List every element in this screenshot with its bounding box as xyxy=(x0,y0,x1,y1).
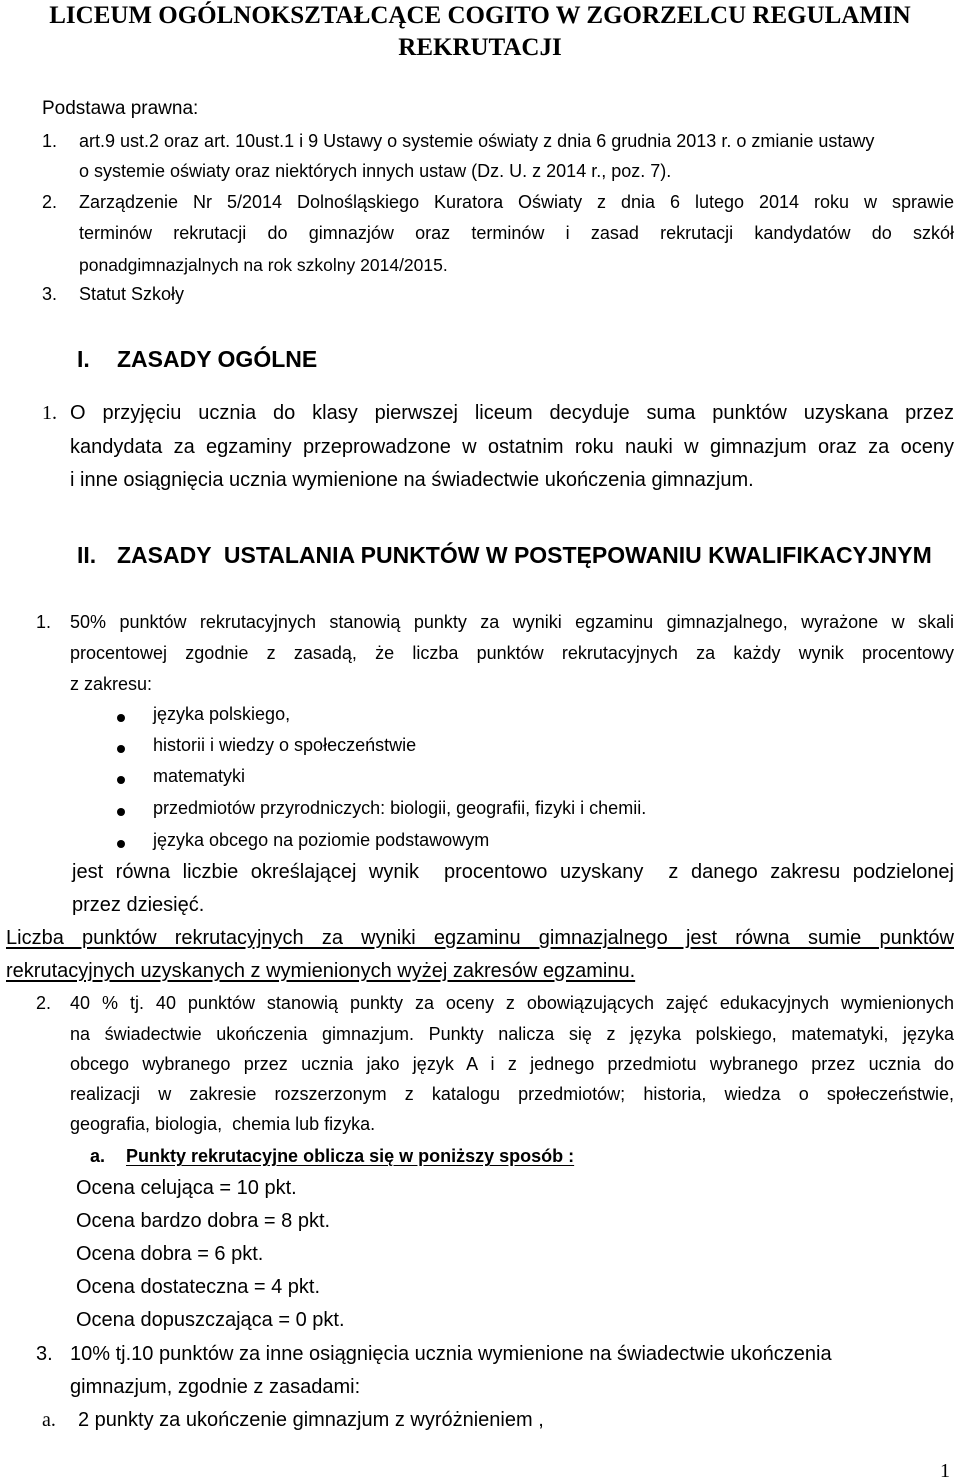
legal-item-3-number: 3. xyxy=(42,284,58,304)
grade-row: Ocena dopuszczająca = 0 pkt. xyxy=(76,1309,345,1331)
section-1-item-line1: O przyjęciu ucznia do klasy pierwszej liceum decyduje suma punktów uzyskana przez xyxy=(70,402,954,424)
section-2-item-2-line1: 40 % tj. 40 punktów stanowią punkty za oceny z obowiązujących zajęć edukacyjnych wymienionych xyxy=(70,993,954,1013)
page-number: 1 xyxy=(940,1460,950,1482)
bullet-item: matematyki xyxy=(153,766,246,786)
bullet-icon xyxy=(117,776,125,784)
section-2-item-3-sub-text: 2 punkty za ukończenie gimnazjum z wyróżnieniem , xyxy=(78,1409,544,1431)
section-1-item-number: 1. xyxy=(42,402,57,424)
section-2-item-2-line5: geografia, biologia, chemia lub fizyka. xyxy=(70,1114,376,1134)
section-2-sum-line2: rekrutacyjnych uzyskanych z wymienionych wyżej zakresów egzaminu. xyxy=(6,960,636,982)
section-2-item-1-number: 1. xyxy=(36,612,52,632)
section-2-item-2-number: 2. xyxy=(36,993,52,1013)
section-2-item-3-line1: 10% tj.10 punktów za inne osiągnięcia ucznia wymienione na świadectwie ukończenia xyxy=(70,1343,832,1365)
bullet-icon xyxy=(117,808,125,816)
legal-item-2-number: 2. xyxy=(42,192,58,212)
bullet-item: historii i wiedzy o społeczeństwie xyxy=(153,735,417,755)
document-title-line2: REKRUTACJI xyxy=(398,34,562,61)
bullet-icon xyxy=(117,840,125,848)
bullet-item: przedmiotów przyrodniczych: biologii, geografii, fizyki i chemii. xyxy=(153,798,647,818)
section-2-item-2-sub-heading: Punkty rekrutacyjne oblicza się w poniższy sposób : xyxy=(126,1146,575,1166)
section-2-item-3-line2: gimnazjum, zgodnie z zasadami: xyxy=(70,1376,361,1398)
section-2-sum-line1: Liczba punktów rekrutacyjnych za wyniki egzaminu gimnazjalnego jest równa sumie punktów xyxy=(6,927,954,949)
legal-item-1-line2: o systemie oświaty oraz niektórych innych ustaw (Dz. U. z 2014 r., poz. 7). xyxy=(79,161,672,181)
section-1-numeral: I. xyxy=(77,346,90,372)
section-2-item-2-sub-letter: a. xyxy=(90,1146,106,1166)
section-1-heading: ZASADY OGÓLNE xyxy=(117,346,318,372)
section-2-item-2-line2: na świadectwie ukończenia gimnazjum. Punkty nalicza się z języka polskiego, matematyki, języka xyxy=(70,1024,954,1044)
bullet-item: języka polskiego, xyxy=(153,704,291,724)
grade-row: Ocena celująca = 10 pkt. xyxy=(76,1177,297,1199)
section-2-heading: ZASADY USTALANIA PUNKTÓW W POSTĘPOWANIU KWALIFIKACYJNYM xyxy=(117,542,932,568)
legal-basis-heading: Podstawa prawna: xyxy=(42,98,199,119)
section-2-item-1-line3: z zakresu: xyxy=(70,674,153,694)
document-title-line1: LICEUM OGÓLNOKSZTAŁCĄCE COGITO W ZGORZELCU REGULAMIN xyxy=(49,2,911,29)
grade-row: Ocena dobra = 6 pkt. xyxy=(76,1243,264,1265)
bullet-icon xyxy=(117,745,125,753)
legal-item-2-line3: ponadgimnazjalnych na rok szkolny 2014/2015. xyxy=(79,255,448,275)
section-2-item-2-line3: obcego wybranego przez ucznia jako język A i z jednego przedmiotu wybranego przez ucznia do xyxy=(70,1054,954,1074)
bullet-item: języka obcego na poziomie podstawowym xyxy=(153,830,490,850)
section-2-item-1-tail2: przez dziesięć. xyxy=(72,894,205,916)
legal-item-1-number: 1. xyxy=(42,131,58,151)
section-1-item-line3: i inne osiągnięcia ucznia wymienione na świadectwie ukończenia gimnazjum. xyxy=(70,469,754,491)
grade-row: Ocena bardzo dobra = 8 pkt. xyxy=(76,1210,331,1232)
legal-item-3-line1: Statut Szkoły xyxy=(79,284,185,304)
section-2-item-1-tail1: jest równa liczbie określającej wynik procentowo uzyskany z danego zakresu podzielonej xyxy=(72,861,954,883)
section-2-item-3-number: 3. xyxy=(36,1343,53,1365)
bullet-icon xyxy=(117,714,125,722)
section-1-item-line2: kandydata za egzaminy przeprowadzone w ostatnim roku nauki w gimnazjum oraz za oceny xyxy=(70,436,954,458)
section-2-item-3-sub-letter: a. xyxy=(42,1409,56,1431)
legal-item-1-line1: art.9 ust.2 oraz art. 10ust.1 i 9 Ustawy o systemie oświaty z dnia 6 grudnia 2013 r. o zmianie ustawy xyxy=(79,131,875,151)
legal-item-2-line2: terminów rekrutacji do gimnazjów oraz terminów i zasad rekrutacji kandydatów do szkół xyxy=(79,223,954,243)
legal-item-2-line1: Zarządzenie Nr 5/2014 Dolnośląskiego Kuratora Oświaty z dnia 6 lutego 2014 roku w sprawie xyxy=(79,192,954,212)
section-2-item-1-line1: 50% punktów rekrutacyjnych stanowią punkty za wyniki egzaminu gimnazjalnego, wyrażone w skali xyxy=(70,612,954,632)
section-2-item-2-line4: realizacji w zakresie rozszerzonym z katalogu przedmiotów; historia, wiedza o społeczeństwie, xyxy=(70,1084,954,1104)
section-2-numeral: II. xyxy=(77,542,97,568)
section-2-item-1-line2: procentowej zgodnie z zasadą, że liczba punktów rekrutacyjnych za każdy wynik procentowy xyxy=(70,643,954,663)
grade-row: Ocena dostateczna = 4 pkt. xyxy=(76,1276,321,1298)
